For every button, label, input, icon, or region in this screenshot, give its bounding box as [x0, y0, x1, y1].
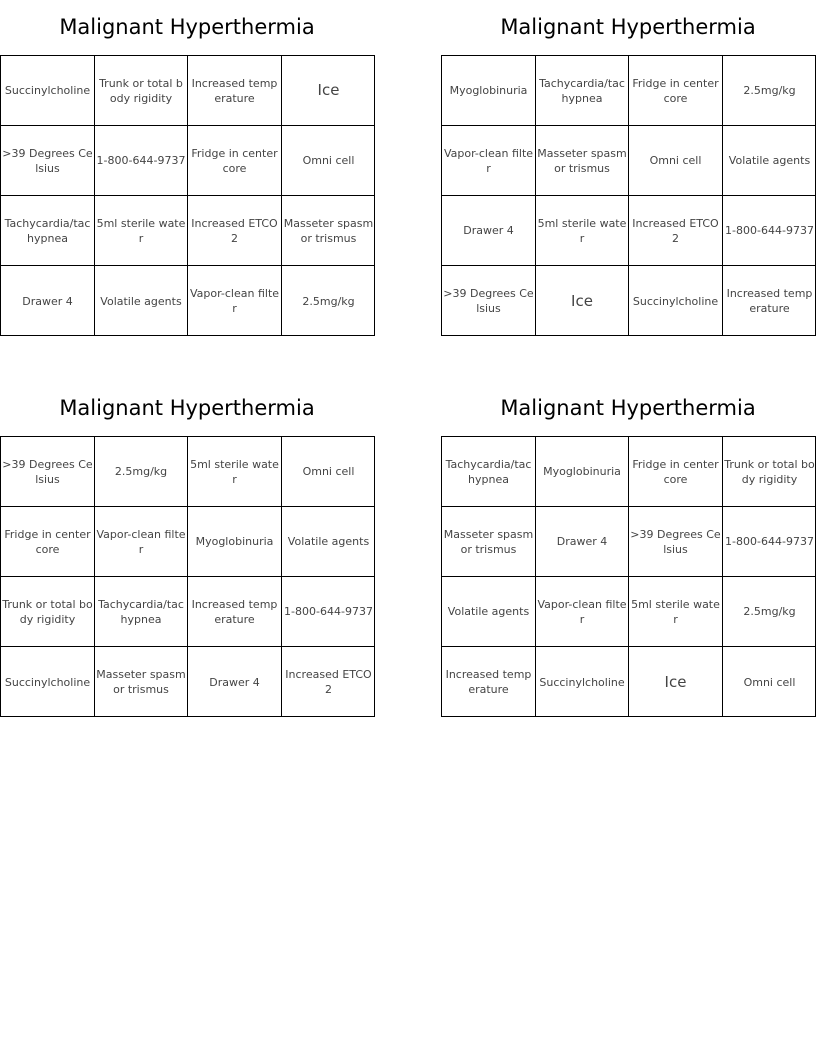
bingo-cell: 1-800-644-9737 — [282, 577, 375, 647]
bingo-cell: Vapor-clean filter — [442, 126, 536, 196]
bingo-cell: Myoglobinuria — [442, 56, 536, 126]
bingo-cell: 5ml sterile water — [536, 196, 629, 266]
bingo-cell: Trunk or total body rigidity — [1, 577, 95, 647]
bingo-cell: Volatile agents — [442, 577, 536, 647]
bingo-cell: 2.5mg/kg — [95, 437, 188, 507]
bingo-cell: 2.5mg/kg — [302, 294, 355, 308]
bingo-cell: 2.5mg/kg — [723, 577, 816, 647]
bingo-cell: Succinylcholine — [629, 266, 723, 336]
bingo-cell: Fridge in center core — [188, 126, 282, 196]
bingo-cell: Masseter spasm or trismus — [536, 126, 629, 196]
bingo-cell: Masseter spasm or trismus — [282, 196, 375, 266]
bingo-cell: Masseter spasm or trismus — [442, 507, 536, 577]
bingo-cell: Omni cell — [743, 675, 796, 689]
bingo-cell: Omni cell — [282, 437, 375, 507]
bingo-cell: Fridge in center core — [629, 56, 723, 126]
bingo-card-3 — [0, 381, 374, 717]
bingo-cell: Fridge in center core — [629, 437, 723, 507]
bingo-cell: Fridge in center core — [1, 507, 95, 577]
bingo-cell: Omni cell — [629, 126, 723, 196]
bingo-cell: Ice — [629, 647, 723, 717]
bingo-cell: Omni cell — [282, 126, 375, 196]
bingo-cell: Increased ETCO2 — [629, 196, 723, 266]
bingo-cell: Volatile agents — [723, 126, 816, 196]
bingo-cell: 1-800-644-9737 — [723, 196, 816, 266]
bingo-cell: Volatile agents — [95, 266, 188, 336]
bingo-cell: 1-800-644-9737 — [723, 507, 816, 577]
card-title: Malignant Hyperthermia — [500, 396, 756, 420]
bingo-cell: 5ml sterile water — [629, 577, 723, 647]
card-title: Malignant Hyperthermia — [59, 396, 315, 420]
bingo-grid — [0, 55, 375, 336]
bingo-cell: Tachycardia/tachypnea — [442, 437, 536, 507]
bingo-cell: Vapor-clean filter — [95, 507, 188, 577]
bingo-cell: Volatile agents — [282, 507, 375, 577]
bingo-cell: Succinylcholine — [1, 647, 95, 717]
bingo-cell: Drawer 4 — [536, 507, 629, 577]
bingo-cell: Increased ETCO2 — [285, 668, 372, 696]
bingo-cell: Tachycardia/tachypnea — [536, 56, 629, 126]
card-title: Malignant Hyperthermia — [59, 15, 315, 39]
bingo-card-2 — [441, 0, 815, 336]
bingo-cell: 5ml sterile water — [95, 196, 188, 266]
bingo-cell: Increased temperature — [188, 577, 282, 647]
bingo-cell: >39 Degrees Celsius — [442, 266, 536, 336]
bingo-card-4 — [441, 381, 815, 717]
bingo-cell: Drawer 4 — [188, 647, 282, 717]
bingo-cell: Ice — [536, 266, 629, 336]
bingo-cell: Increased temperature — [188, 56, 282, 126]
bingo-cell: Myoglobinuria — [536, 437, 629, 507]
bingo-cell: 1-800-644-9737 — [95, 126, 188, 196]
bingo-cell: Increased temperature — [726, 287, 813, 315]
card-title: Malignant Hyperthermia — [500, 15, 756, 39]
bingo-cell: Drawer 4 — [442, 196, 536, 266]
bingo-grid — [441, 55, 816, 336]
bingo-cell: Masseter spasm or trismus — [95, 647, 188, 717]
bingo-cell: Ice — [282, 56, 375, 126]
bingo-cell: 2.5mg/kg — [723, 56, 816, 126]
bingo-cell: Succinylcholine — [536, 647, 629, 717]
bingo-cell: >39 Degrees Celsius — [629, 507, 723, 577]
bingo-cell: Succinylcholine — [1, 56, 95, 126]
bingo-cell: Tachycardia/tachypnea — [1, 196, 95, 266]
bingo-cell: >39 Degrees Celsius — [1, 437, 95, 507]
bingo-cell: Trunk or total body rigidity — [723, 437, 816, 507]
bingo-cell: Vapor-clean filter — [188, 266, 282, 336]
bingo-cell: Drawer 4 — [1, 266, 95, 336]
bingo-cell: Trunk or total body rigidity — [95, 56, 188, 126]
bingo-cell: 5ml sterile water — [188, 437, 282, 507]
bingo-cell: Myoglobinuria — [188, 507, 282, 577]
bingo-cell: Increased ETCO2 — [188, 196, 282, 266]
bingo-cell: Tachycardia/tachypnea — [95, 577, 188, 647]
bingo-grid — [441, 436, 816, 717]
bingo-cell: >39 Degrees Celsius — [1, 126, 95, 196]
bingo-cell: Increased temperature — [442, 647, 536, 717]
bingo-cell: Vapor-clean filter — [536, 577, 629, 647]
bingo-grid — [0, 436, 375, 717]
bingo-card-1 — [0, 0, 374, 336]
